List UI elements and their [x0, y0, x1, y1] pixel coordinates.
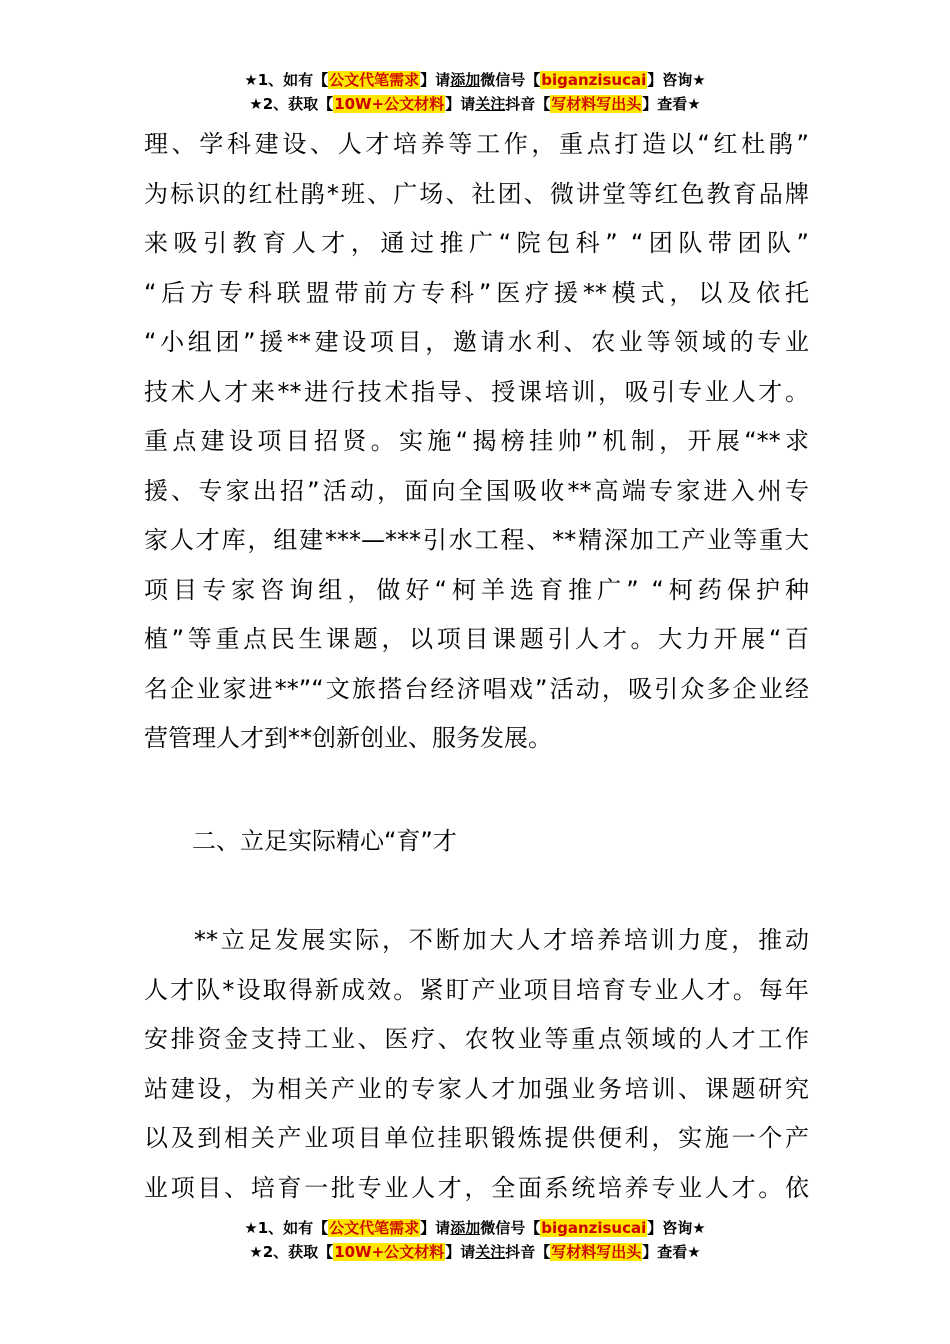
section-heading: 二、立足实际精心“育”才 — [192, 827, 457, 855]
footer-banner — [0, 1216, 950, 1264]
text-line: **立足发展实际，不断加大人才培养培训力度，推动 — [194, 926, 809, 954]
text-line: 站建设，为相关产业的专家人才加强业务培训、课题研究 — [144, 1074, 809, 1103]
banner-text: 微信号【 — [480, 1219, 541, 1237]
banner-text: 微信号【 — [480, 71, 541, 89]
text-line: 援、专家出招”活动，面向全国吸收**高端专家进入州专 — [144, 476, 809, 505]
text-line: 安排资金支持工业、医疗、农牧业等重点领域的人才工作 — [144, 1025, 809, 1053]
banner-emphasis: 添加 — [450, 71, 481, 89]
highlight-douyin-id: 写材料写出头 — [551, 95, 642, 113]
highlight-douyin-id: 写材料写出头 — [551, 1243, 642, 1261]
text-line: 营管理人才到**创新创业、服务发展。 — [144, 724, 552, 752]
text-line: 名企业家进**”“文旅搭台经济唱戏”活动，吸引众多企业经 — [144, 674, 809, 703]
text-line: 为标识的红杜鹃*班、广场、社团、微讲堂等红色教育品牌 — [144, 179, 809, 208]
paragraph-attract-talent — [144, 120, 809, 764]
banner-text: 】咨询★ — [647, 71, 706, 89]
banner-text: ★1、如有【 — [244, 1219, 329, 1237]
banner-text: 】请 — [445, 95, 476, 113]
text-line: “小组团”援**建设项目，邀请水利、农业等领域的专业 — [144, 328, 809, 356]
banner-line-2 — [0, 92, 950, 116]
highlight-materials: 10W+公文材料 — [334, 95, 445, 113]
banner-text: ★2、获取【 — [249, 95, 334, 113]
banner-text: 】请 — [420, 71, 451, 89]
banner-text: 】查看★ — [642, 95, 701, 113]
banner-text: 】请 — [420, 1219, 451, 1237]
paragraph-cultivate-talent — [144, 916, 809, 1213]
text-line: 理、学科建设、人才培养等工作，重点打造以“红杜鹃” — [144, 130, 809, 158]
highlight-service: 公文代笔需求 — [329, 1219, 420, 1237]
banner-emphasis: 添加 — [450, 1219, 481, 1237]
banner-line-1 — [0, 68, 950, 92]
banner-text: 】请 — [445, 1243, 476, 1261]
text-line: “后方专科联盟带前方专科”医疗援**模式，以及依托 — [144, 278, 809, 307]
text-line: 重点建设项目招贤。实施“揭榜挂帅”机制，开展“**求 — [144, 427, 809, 455]
text-line: 以及到相关产业项目单位挂职锻炼提供便利，实施一个产 — [144, 1124, 809, 1152]
banner-text: 】咨询★ — [647, 1219, 706, 1237]
text-line: 来吸引教育人才，通过推广“院包科” “团队带团队” — [144, 229, 809, 257]
banner-text: 抖音【 — [505, 1243, 551, 1261]
text-line: 项目专家咨询组，做好“柯羊选育推广” “柯药保护种 — [144, 575, 809, 604]
highlight-wechat-id: biganzisucai — [541, 1219, 647, 1237]
text-line: 植”等重点民生课题，以项目课题引人才。大力开展“百 — [144, 625, 809, 653]
banner-line-1 — [0, 1216, 950, 1240]
banner-text: ★1、如有【 — [244, 71, 329, 89]
banner-text: ★2、获取【 — [249, 1243, 334, 1261]
banner-line-2 — [0, 1240, 950, 1264]
banner-text: 抖音【 — [505, 95, 551, 113]
header-banner — [0, 68, 950, 116]
highlight-wechat-id: biganzisucai — [541, 71, 647, 89]
text-line: 人才队*设取得新成效。紧盯产业项目培育专业人才。每年 — [144, 975, 809, 1004]
text-line: 技术人才来**进行技术指导、授课培训，吸引专业人才。 — [144, 377, 809, 406]
highlight-materials: 10W+公文材料 — [334, 1243, 445, 1261]
banner-emphasis: 关注 — [475, 1243, 506, 1261]
text-line: 业项目、培育一批专业人才，全面系统培养专业人才。依 — [144, 1173, 809, 1202]
banner-emphasis: 关注 — [475, 95, 506, 113]
banner-text: 】查看★ — [642, 1243, 701, 1261]
highlight-service: 公文代笔需求 — [329, 71, 420, 89]
text-line: 家人才库，组建***—***引水工程、**精深加工产业等重大 — [144, 526, 809, 554]
